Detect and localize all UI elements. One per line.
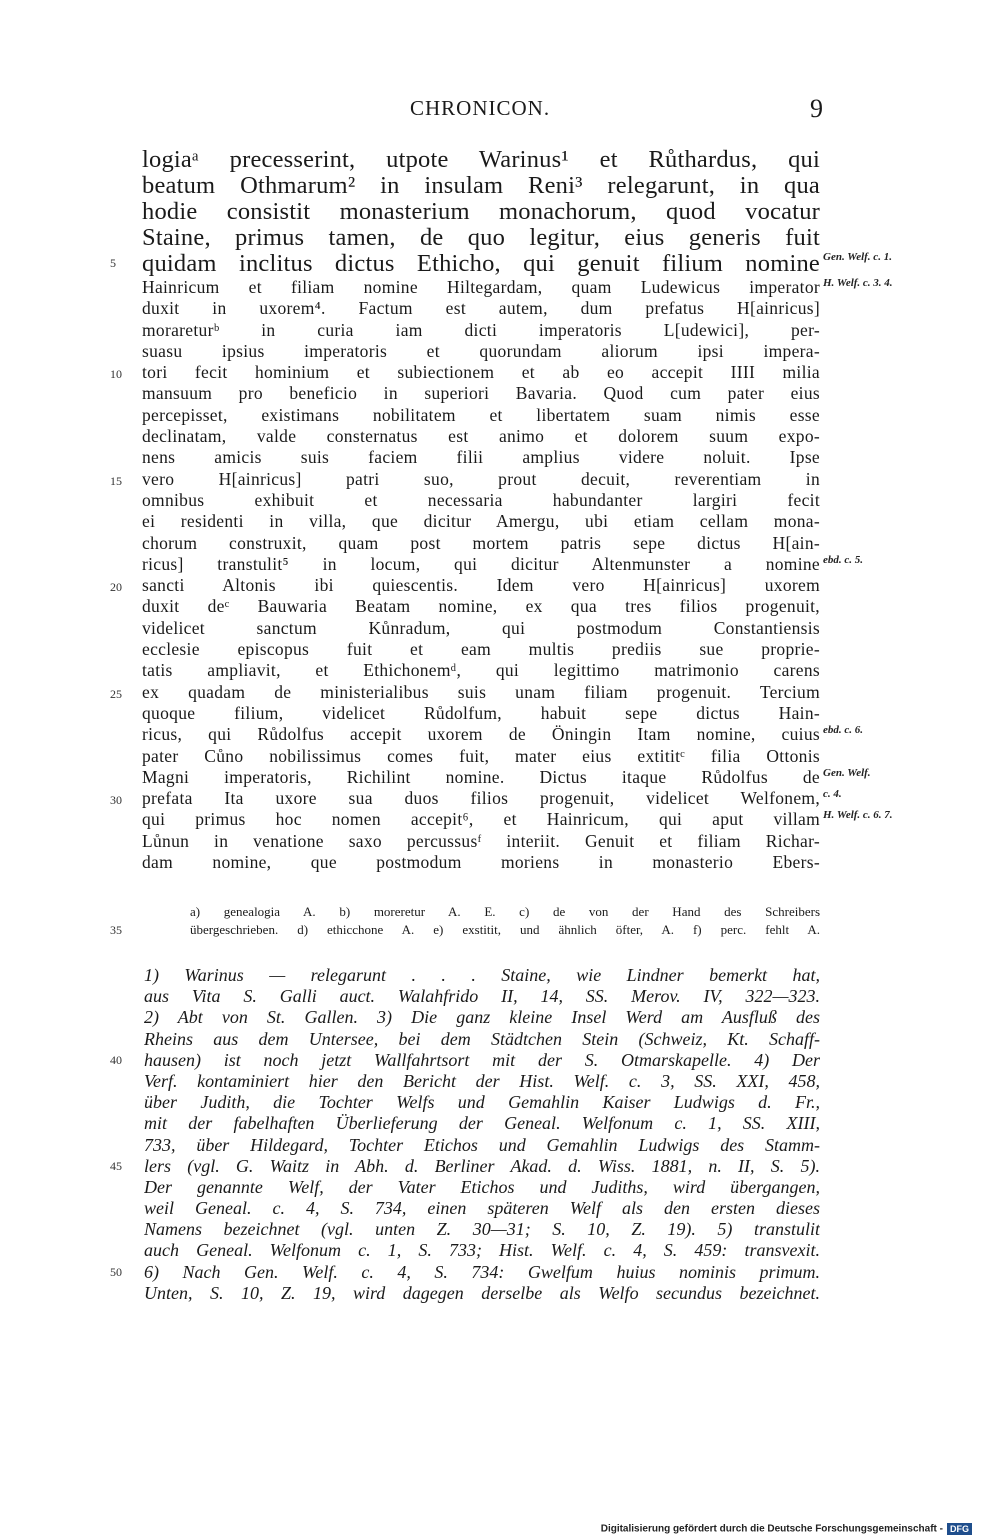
- line-text: hausen) ist noch jetzt Wallfahrtsort mit der S. Otmarskapelle. 4) Der: [144, 1049, 820, 1070]
- notes-line: [0, 965, 1000, 986]
- main-text-line: [0, 277, 1000, 298]
- main-text-line: [0, 469, 1000, 490]
- line-text: ex quadam de ministerialibus suis unam filiam progenuit. Tercium: [142, 681, 820, 702]
- line-text: hodie consistit monasterium monachorum, quod vocatur: [142, 199, 820, 225]
- line-text: omnibus exhibuit et necessaria habundanter largiri fecit: [142, 489, 820, 510]
- line-text: auch Geneal. Welfonum c. 1, S. 733; Hist. Welf. c. 4, S. 459: transvexit.: [144, 1240, 820, 1261]
- main-text-line: [0, 173, 1000, 199]
- line-text: Namens bezeichnet (vgl. unten Z. 30—31; S. 10, Z. 19). 5) transtulit: [144, 1219, 820, 1240]
- main-text-line: [0, 618, 1000, 639]
- line-number: 10: [110, 367, 122, 382]
- line-number: 40: [110, 1052, 122, 1067]
- line-text: 1) Warinus — relegarunt . . . Staine, wie Lindner bemerkt hat,: [144, 965, 820, 985]
- notes-line: [0, 1050, 1000, 1071]
- main-text-line: [0, 341, 1000, 362]
- line-number: 25: [110, 686, 122, 701]
- main-text-line: [0, 511, 1000, 532]
- main-text-line: [0, 251, 1000, 277]
- page-number: 9: [810, 94, 823, 123]
- notes-line: [0, 1007, 1000, 1028]
- margin-reference: ebd. c. 5.: [823, 553, 864, 566]
- main-text-line: [0, 639, 1000, 660]
- line-text: declinatam, valde consternatus est animo et dolorem suum expo-: [142, 426, 820, 447]
- line-text: videlicet sanctum Kůnradum, qui postmodum Constantiensis: [142, 617, 820, 638]
- line-text: Rheins aus dem Untersee, bei dem Städtchen Stein (Schweiz, Kt. Schaff-: [144, 1028, 820, 1049]
- line-text: vero H[ainricus] patri suo, prout decuit, reverentiam in: [142, 468, 820, 489]
- dfg-logo: DFG: [947, 1523, 972, 1535]
- line-number: 30: [110, 793, 122, 808]
- line-text: Hainricum et filiam nomine Hiltegardam, quam Ludewicus imperator: [142, 277, 820, 297]
- line-text: Magni imperatoris, Richilint nomine. Dictus itaque Růdolfus de: [142, 766, 820, 787]
- page-header: [0, 96, 1000, 126]
- digitization-credit: [601, 1523, 972, 1535]
- main-text-line: [0, 199, 1000, 225]
- main-text-line: [0, 147, 1000, 173]
- margin-reference: ebd. c. 6.: [823, 724, 864, 737]
- line-text: quidam inclitus dictus Ethicho, qui genuit filium nomine: [142, 251, 820, 277]
- credit-text: Digitalisierung gefördert durch die Deutsche Forschungsgemeinschaft -: [600, 1523, 943, 1535]
- notes-line: [0, 1177, 1000, 1198]
- line-text: beatum Othmarum² in insulam Reni³ relegarunt, in qua: [142, 173, 820, 199]
- main-text-line: [0, 703, 1000, 724]
- main-text-line: [0, 426, 1000, 447]
- line-text: ricus, qui Růdolfus accepit uxorem de Öningin Itam nomine, cuius: [142, 724, 820, 745]
- main-text-line: [0, 225, 1000, 251]
- line-text: ecclesie episcopus fuit et eam multis prediis sue proprie-: [142, 639, 820, 660]
- line-text: mansuum pro beneficio in superiori Bavaria. Quod cum pater eius: [142, 383, 820, 404]
- main-text-line: [0, 554, 1000, 575]
- line-text: percepisset, existimans nobilitatem et libertatem suam nimis esse: [142, 404, 820, 425]
- line-text: quoque filium, videlicet Růdolfum, habuit sepe dictus Hain-: [142, 702, 820, 723]
- main-text-line: [0, 746, 1000, 767]
- line-text: suasu ipsius imperatoris et quorundam aliorum ipsi impera-: [142, 340, 820, 361]
- line-number: 5: [110, 256, 116, 270]
- notes-line: [0, 1240, 1000, 1261]
- line-text: mit der fabelhaften Überlieferung der Geneal. Welfonum c. 1, SS. XIII,: [144, 1113, 820, 1134]
- line-text: Unten, S. 10, Z. 19, wird dagegen derselbe als Welfo secundus bezeichnet.: [144, 1282, 820, 1303]
- main-text-line: [0, 724, 1000, 745]
- notes-line: [0, 1198, 1000, 1219]
- line-text: 2) Abt von St. Gallen. 3) Die ganz kleine Insel Werd am Ausfluß des: [144, 1007, 820, 1028]
- line-text: chorum construxit, quam post mortem patris sepe dictus H[ain-: [142, 532, 820, 553]
- notes-line: [0, 1219, 1000, 1240]
- line-text: Lůnun in venatione saxo percussusᶠ interiit. Genuit et filiam Richar-: [142, 830, 820, 851]
- line-text: morareturᵇ in curia iam dicti imperatoris L[udewici], per-: [142, 319, 820, 340]
- line-text: nens amicis suis faciem filii amplius videre noluit. Ipse: [142, 447, 820, 468]
- variants-line: [0, 921, 1000, 939]
- line-text: aus Vita S. Galli auct. Walahfrido II, 14, SS. Merov. IV, 322—323.: [144, 986, 820, 1007]
- main-text-line: [0, 298, 1000, 319]
- notes-line: [0, 1156, 1000, 1177]
- line-text: sancti Altonis ibi quiescentis. Idem vero H[ainricus] uxorem: [142, 575, 820, 596]
- main-text-line: [0, 660, 1000, 681]
- notes-line: [0, 986, 1000, 1007]
- main-text-line: [0, 490, 1000, 511]
- line-text: ricus] transtulit⁵ in locum, qui dicitur Altenmunster a nomine: [142, 553, 820, 574]
- line-text: 733, über Hildegard, Tochter Etichos und Gemahlin Ludwigs des Stamm-: [144, 1134, 820, 1155]
- line-number: 20: [110, 580, 122, 595]
- notes-line: [0, 1262, 1000, 1283]
- notes-line: [0, 1113, 1000, 1134]
- variants-line: [0, 903, 1000, 921]
- line-text: übergeschrieben. d) ethicchone A. e) exstitit, und ähnlich öfter, A. f) perc. fehlt A.: [190, 922, 820, 937]
- main-text-line: [0, 447, 1000, 468]
- main-text-line: [0, 575, 1000, 596]
- line-text: qui primus hoc nomen accepit⁶, et Hainricum, qui aput villam: [142, 809, 820, 830]
- line-text: ei residenti in villa, que dicitur Amergu, ubi etiam cellam mona-: [142, 511, 820, 532]
- notes-line: [0, 1135, 1000, 1156]
- line-text: duxit deᶜ Bauwaria Beatam nomine, ex qua tres filios progenuit,: [142, 596, 820, 617]
- line-text: pater Cůno nobilissimus comes fuit, mater eius extititᶜ filia Ottonis: [142, 745, 820, 766]
- margin-reference: c. 4.: [823, 788, 842, 801]
- line-text: tatis ampliavit, et Ethichonemᵈ, qui legittimo matrimonio carens: [142, 660, 820, 681]
- main-text-line: [0, 320, 1000, 341]
- main-text-line: [0, 362, 1000, 383]
- notes-line: [0, 1071, 1000, 1092]
- margin-reference: H. Welf. c. 6. 7.: [823, 809, 893, 822]
- main-text-line: [0, 831, 1000, 852]
- margin-reference: H. Welf. c. 3. 4.: [823, 277, 893, 289]
- notes-line: [0, 1029, 1000, 1050]
- notes-line: [0, 1283, 1000, 1304]
- line-text: weil Geneal. c. 4, S. 734, einen späteren Welf als den ersten dieses: [144, 1198, 820, 1219]
- margin-reference: Gen. Welf.: [823, 766, 871, 779]
- line-text: Staine, primus tamen, de quo legitur, eius generis fuit: [142, 225, 820, 251]
- line-text: prefata Ita uxore sua duos filios progenuit, videlicet Welfonem,: [142, 788, 820, 809]
- line-text: 6) Nach Gen. Welf. c. 4, S. 734: Gwelfum huius nominis primum.: [144, 1261, 820, 1282]
- line-text: lers (vgl. G. Waitz in Abh. d. Berliner Akad. d. Wiss. 1881, n. II, S. 5).: [144, 1155, 820, 1176]
- main-text-line: [0, 383, 1000, 404]
- line-text: duxit in uxorem⁴. Factum est autem, dum prefatus H[ainricus]: [142, 298, 820, 319]
- line-text: über Judith, die Tochter Welfs und Gemahlin Kaiser Ludwigs d. Fr.,: [144, 1092, 820, 1113]
- running-title: CHRONICON.: [410, 96, 551, 120]
- line-number: 50: [110, 1264, 122, 1279]
- line-text: Der genannte Welf, der Vater Etichos und Judiths, wird übergangen,: [144, 1176, 820, 1197]
- line-text: dam nomine, que postmodum moriens in monasterio Ebers-: [142, 852, 820, 873]
- line-number: 15: [110, 473, 122, 488]
- main-text-line: [0, 767, 1000, 788]
- main-text-line: [0, 809, 1000, 830]
- main-text-line: [0, 788, 1000, 809]
- line-text: tori fecit hominium et subiectionem et ab eo accepit IIII milia: [142, 362, 820, 383]
- main-text-line: [0, 405, 1000, 426]
- main-text-line: [0, 682, 1000, 703]
- main-text-line: [0, 852, 1000, 873]
- main-text-line: [0, 596, 1000, 617]
- margin-reference: Gen. Welf. c. 1.: [823, 251, 892, 263]
- notes-line: [0, 1092, 1000, 1113]
- line-text: logiaᵃ precesserint, utpote Warinus¹ et Růthardus, qui: [142, 147, 820, 173]
- line-text: Verf. kontaminiert hier den Bericht der Hist. Welf. c. 3, SS. XXI, 458,: [144, 1070, 820, 1091]
- line-text: a) genealogia A. b) moreretur A. E. c) de von der Hand des Schreibers: [190, 904, 820, 919]
- main-text-line: [0, 533, 1000, 554]
- line-number: 45: [110, 1158, 122, 1173]
- line-number: 35: [110, 923, 122, 937]
